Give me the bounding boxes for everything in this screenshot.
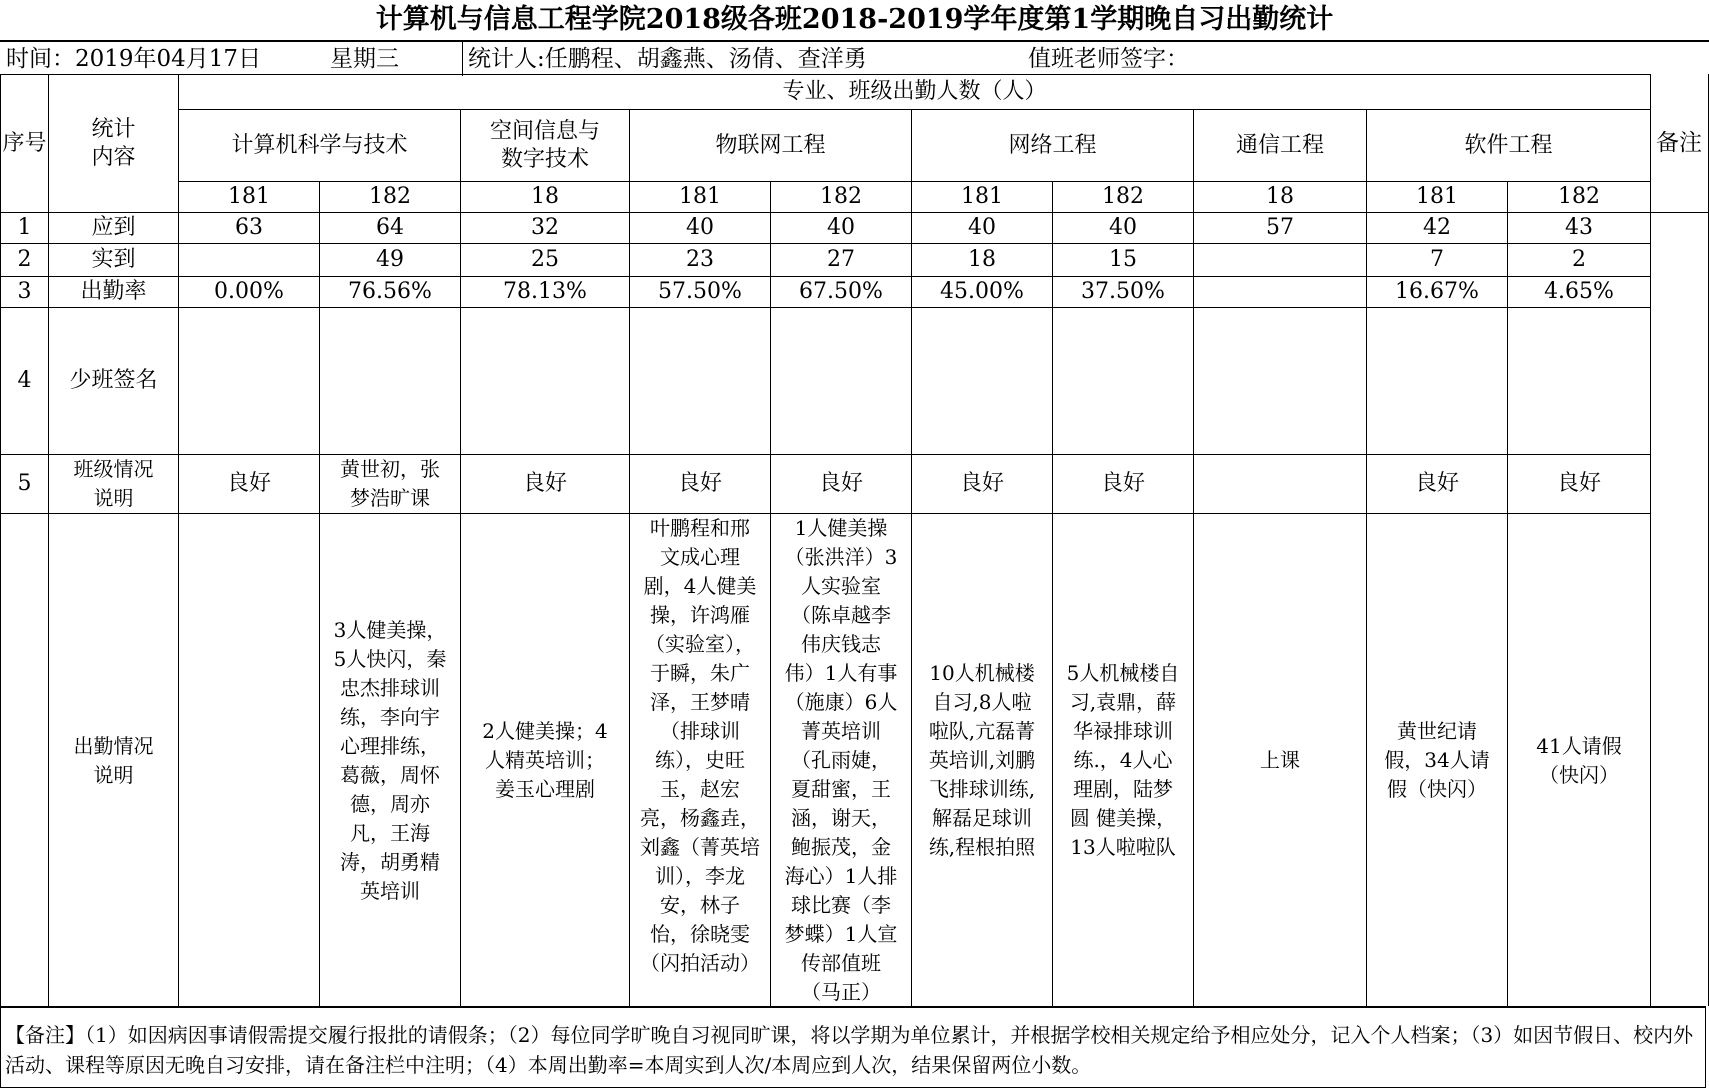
row-value: 4.65%	[1508, 277, 1651, 308]
major-spatial: 空间信息与 数字技术	[461, 110, 630, 182]
data-rows	[1, 213, 1651, 514]
header-seq: 序号	[1, 75, 49, 213]
row-seq: 4	[1, 308, 49, 455]
row-seq: 2	[1, 244, 49, 277]
row-value: 27	[771, 244, 912, 277]
header-content: 统计 内容	[49, 75, 179, 213]
info-divider	[462, 42, 463, 76]
row-value: 42	[1367, 213, 1508, 244]
detail-cell: 叶鹏程和邢 文成心理 剧，4人健美 操，许鸿雁 （实验室）， 于瞬，朱广 泽，王梦晴 （排球训 练），史旺 玉，赵宏 亮，杨鑫垚， 刘鑫（菁英培 训），李龙 安，林子 怡，徐晓雯 （闪拍活动）	[630, 514, 771, 1008]
detail-cell: 上课	[1194, 514, 1367, 1008]
teacher-sign-label: 值班老师签字：	[1028, 46, 1189, 72]
row-value: 良好	[1367, 455, 1508, 514]
detail-cell: 1人健美操 （张洪洋）3 人实验室 （陈卓越李 伟庆钱志 伟）1人有事 （施康）6人 菁英培训 （孔雨婕， 夏甜蜜，王 涵，谢天， 鲍振茂，金 海心）1人排 球比赛（李 梦蝶）1人宣 传部值班 （马正）	[771, 514, 912, 1008]
row-label: 实到	[49, 244, 179, 277]
data-row	[1, 277, 1651, 308]
class-cell: 181	[630, 182, 771, 213]
row-value	[1194, 277, 1367, 308]
row-value: 良好	[912, 455, 1053, 514]
date-label: 时间：2019年04月17日	[6, 46, 262, 72]
class-cell: 182	[1508, 182, 1651, 213]
row-value	[320, 308, 461, 455]
class-cell: 182	[320, 182, 461, 213]
row-value: 40	[771, 213, 912, 244]
major-software: 软件工程	[1367, 110, 1651, 182]
class-row	[1, 182, 1651, 213]
class-cell: 18	[1194, 182, 1367, 213]
row-value: 64	[320, 213, 461, 244]
major-network: 网络工程	[912, 110, 1194, 182]
row-value: 25	[461, 244, 630, 277]
row-value: 40	[630, 213, 771, 244]
row-value: 76.56%	[320, 277, 461, 308]
data-row	[1, 244, 1651, 277]
row-value: 良好	[1508, 455, 1651, 514]
row-value: 15	[1053, 244, 1194, 277]
row-value	[179, 308, 320, 455]
row-value	[1194, 455, 1367, 514]
row-value	[1194, 308, 1367, 455]
row-value: 67.50%	[771, 277, 912, 308]
row-value: 良好	[771, 455, 912, 514]
row-value	[1053, 308, 1194, 455]
major-comm: 通信工程	[1194, 110, 1367, 182]
row-value: 23	[630, 244, 771, 277]
class-cell: 181	[179, 182, 320, 213]
detail-label: 出勤情况 说明	[49, 514, 179, 1008]
note-column	[1650, 212, 1709, 1006]
major-iot: 物联网工程	[630, 110, 912, 182]
class-cell: 182	[771, 182, 912, 213]
detail-cell: 10人机械楼 自习,8人啦 啦队,亢磊菁 英培训,刘鹏 飞排球训练, 解磊足球训 练,程根拍照	[912, 514, 1053, 1008]
row-value	[630, 308, 771, 455]
detail-row	[1, 514, 1651, 1008]
detail-seq	[1, 514, 49, 1008]
row-label: 应到	[49, 213, 179, 244]
row-value: 18	[912, 244, 1053, 277]
row-value: 32	[461, 213, 630, 244]
row-label: 出勤率	[49, 277, 179, 308]
row-value	[179, 244, 320, 277]
row-value: 37.50%	[1053, 277, 1194, 308]
major-cs: 计算机科学与技术	[179, 110, 461, 182]
row-seq: 5	[1, 455, 49, 514]
detail-cell: 2人健美操；4 人精英培训； 姜玉心理剧	[461, 514, 630, 1008]
row-value: 良好	[630, 455, 771, 514]
row-value	[912, 308, 1053, 455]
sheet-title: 计算机与信息工程学院2018级各班2018-2019学年度第1学期晚自习出勤统计	[375, 4, 1334, 35]
row-value	[461, 308, 630, 455]
data-row	[1, 213, 1651, 244]
detail-cell: 5人机械楼自 习,袁鼎，薛 华禄排球训 练.，4人心 理剧，陆梦 圆 健美操， 13人啦啦队	[1053, 514, 1194, 1008]
header-note: 备注	[1650, 74, 1709, 213]
stats-by-label: 统计人:任鹏程、胡鑫燕、汤倩、查洋勇	[468, 46, 867, 72]
row-value: 2	[1508, 244, 1651, 277]
class-cell: 182	[1053, 182, 1194, 213]
row-value: 40	[1053, 213, 1194, 244]
row-seq: 1	[1, 213, 49, 244]
header-group: 专业、班级出勤人数（人）	[179, 75, 1651, 110]
row-value: 良好	[179, 455, 320, 514]
row-value: 40	[912, 213, 1053, 244]
row-value: 49	[320, 244, 461, 277]
class-cell: 181	[1367, 182, 1508, 213]
row-value: 57	[1194, 213, 1367, 244]
row-value: 16.67%	[1367, 277, 1508, 308]
row-value	[1508, 308, 1651, 455]
row-value: 0.00%	[179, 277, 320, 308]
class-cell: 181	[912, 182, 1053, 213]
row-label: 少班签名	[49, 308, 179, 455]
data-row	[1, 308, 1651, 455]
row-value: 63	[179, 213, 320, 244]
row-value: 45.00%	[912, 277, 1053, 308]
row-value	[1367, 308, 1508, 455]
info-row	[0, 40, 1709, 76]
row-value: 7	[1367, 244, 1508, 277]
detail-cell: 41人请假 （快闪）	[1508, 514, 1651, 1008]
class-cell: 18	[461, 182, 630, 213]
data-row	[1, 455, 1651, 514]
footer-notes: 【备注】（1）如因病因事请假需提交履行报批的请假条；（2）每位同学旷晚自习视同旷课，将以学期为单位累计，并根据学校相关规定给予相应处分，记入个人档案；（3）如因节假日、校内外活动、课程等原因无晚自习安排，请在备注栏中注明；（4）本周出勤率=本周实到人次/本周应到人次，结果保留两位小数。	[0, 1006, 1706, 1088]
weekday-label: 星期三	[330, 46, 399, 72]
attendance-table	[0, 74, 1651, 1008]
row-value: 43	[1508, 213, 1651, 244]
row-value: 良好	[1053, 455, 1194, 514]
detail-cell	[179, 514, 320, 1008]
row-value: 良好	[461, 455, 630, 514]
row-value	[1194, 244, 1367, 277]
detail-cell: 3人健美操， 5人快闪，秦 忠杰排球训 练，李向宇 心理排练， 葛薇，周怀 德，周亦 凡，王海 涛，胡勇精 英培训	[320, 514, 461, 1008]
row-value	[771, 308, 912, 455]
row-seq: 3	[1, 277, 49, 308]
detail-cell: 黄世纪请 假，34人请 假（快闪）	[1367, 514, 1508, 1008]
row-value: 黄世初，张 梦浩旷课	[320, 455, 461, 514]
row-value: 78.13%	[461, 277, 630, 308]
row-value: 57.50%	[630, 277, 771, 308]
row-label: 班级情况 说明	[49, 455, 179, 514]
